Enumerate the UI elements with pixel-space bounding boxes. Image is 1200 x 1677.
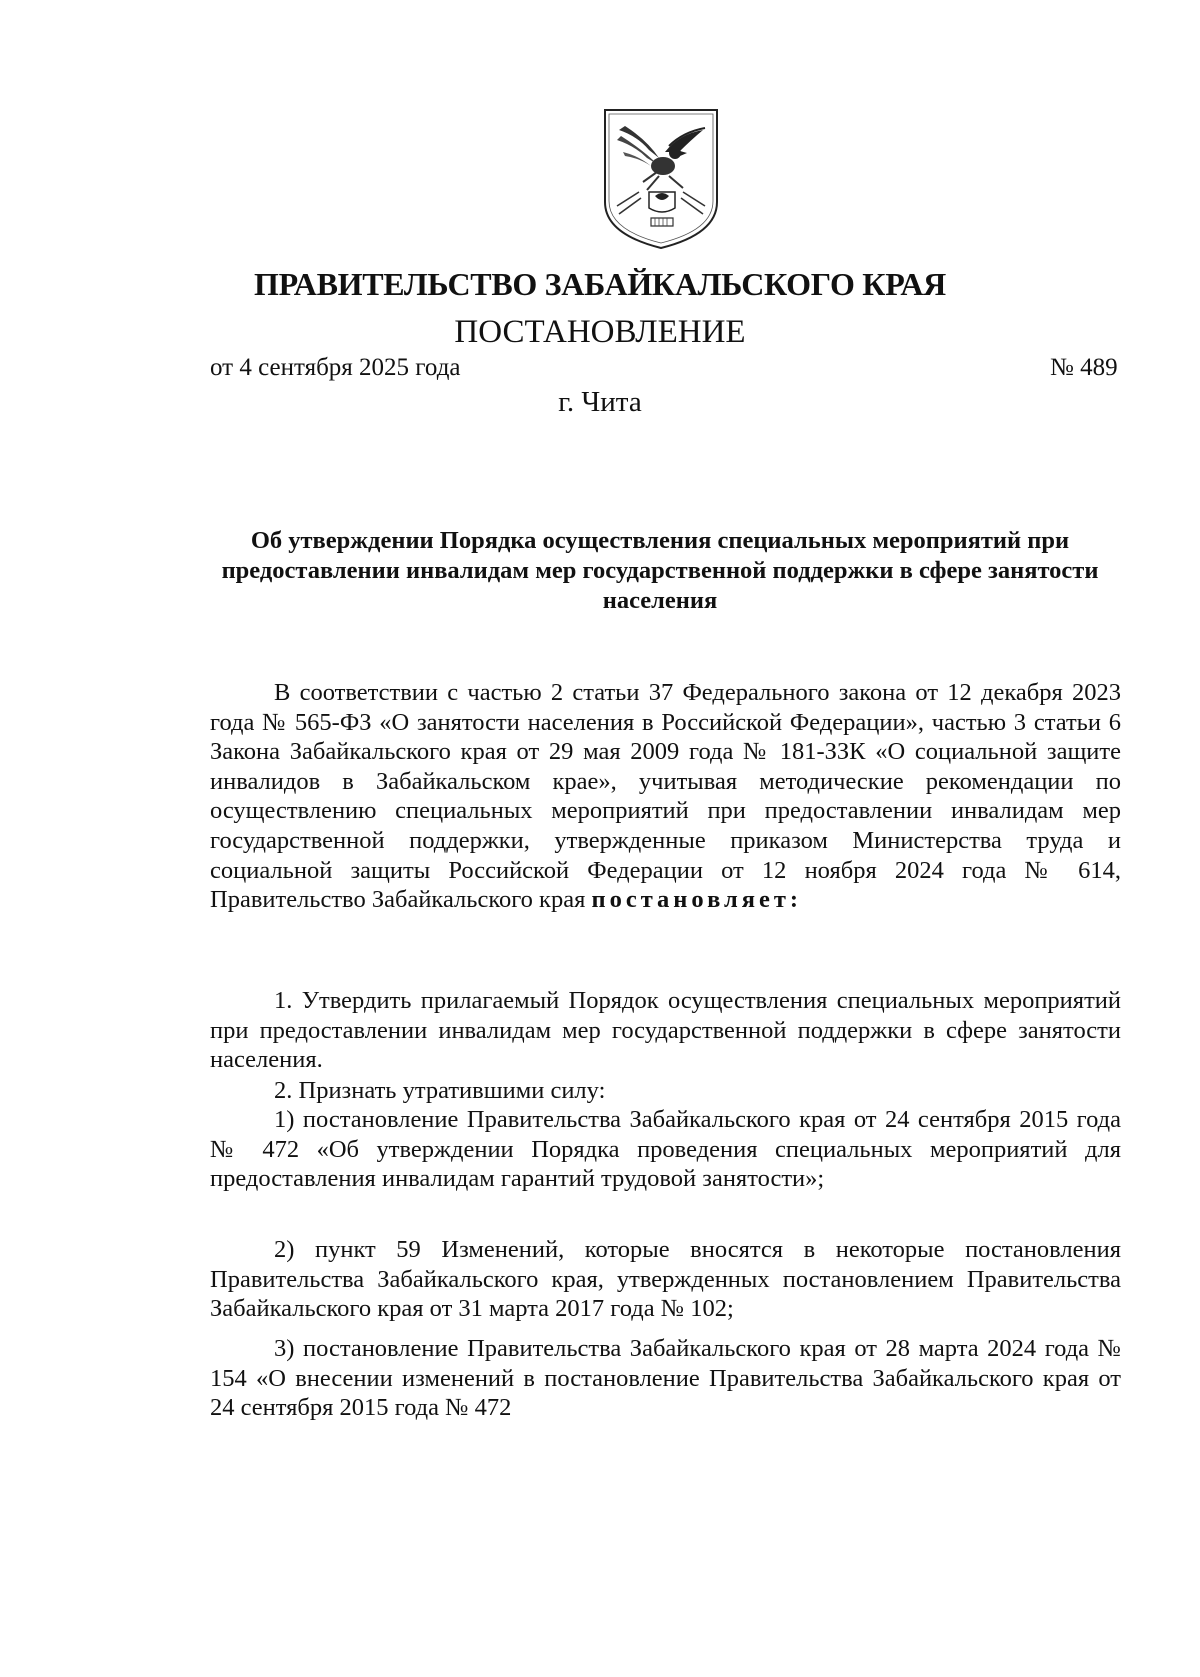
document-heading: Об утверждении Порядка осуществления специальных мероприятий при предоставлении инвалидам мер государственной поддержки в сфере занятости населения [221,527,1099,614]
preamble-text: В соответствии с частью 2 статьи 37 Федерального закона от 12 декабря 2023 года № 565-ФЗ «О занятости населения в Российской Федерации», частью 3 статьи 6 Закона Забайкальского края от 29 мая 2009 года № 181-ЗЗК «О социальной защите инвалидов в Забайкальском крае», учитывая методические рекомендации по осуществлению специальных мероприятий при предоставлении инвалидам мер государственной поддержки, утвержденные приказом Министерства труда и социальной защиты Российской Федерации от 12 ноября 2024 года № 614, Правительство Забайкальского края [210,679,1121,914]
document-number: № 489 [1050,354,1118,381]
document-date: от 4 сентября 2025 года [210,354,461,381]
government-title: ПРАВИТЕЛЬСТВО ЗАБАЙКАЛЬСКОГО КРАЯ [254,266,946,302]
subitem-2-paragraph: 2) пункт 59 Изменений, которые вносятся в некоторые постановления Правительства Забайкальского края, утвержденных постановлением Правительства Забайкальского края от 31 марта 2017 года № 102; [210,1236,1121,1323]
item-2-paragraph: 2. Признать утратившими силу: [274,1077,606,1104]
subitem-1-paragraph: 1) постановление Правительства Забайкальского края от 24 сентября 2015 года № 472 «Об утверждении Порядка проведения специальных мероприятий для предоставления инвалидам гарантий трудовой занятости»; [210,1106,1121,1193]
item-1-paragraph: 1. Утвердить прилагаемый Порядок осуществления специальных мероприятий при предоставлении инвалидам мер государственной поддержки в сфере занятости населения. [210,987,1121,1074]
resolves-word: постановляет: [591,886,803,914]
preamble-paragraph [210,678,1121,915]
subitem-3-paragraph: 3) постановление Правительства Забайкальского края от 28 марта 2024 года № 154 «О внесении изменений в постановление Правительства Забайкальского края от 24 сентября 2015 года № 472 [210,1335,1121,1422]
zabaikalsky-krai-coat-of-arms-icon [599,106,723,250]
document-city: г. Чита [558,386,642,418]
document-type: ПОСТАНОВЛЕНИЕ [454,314,746,350]
